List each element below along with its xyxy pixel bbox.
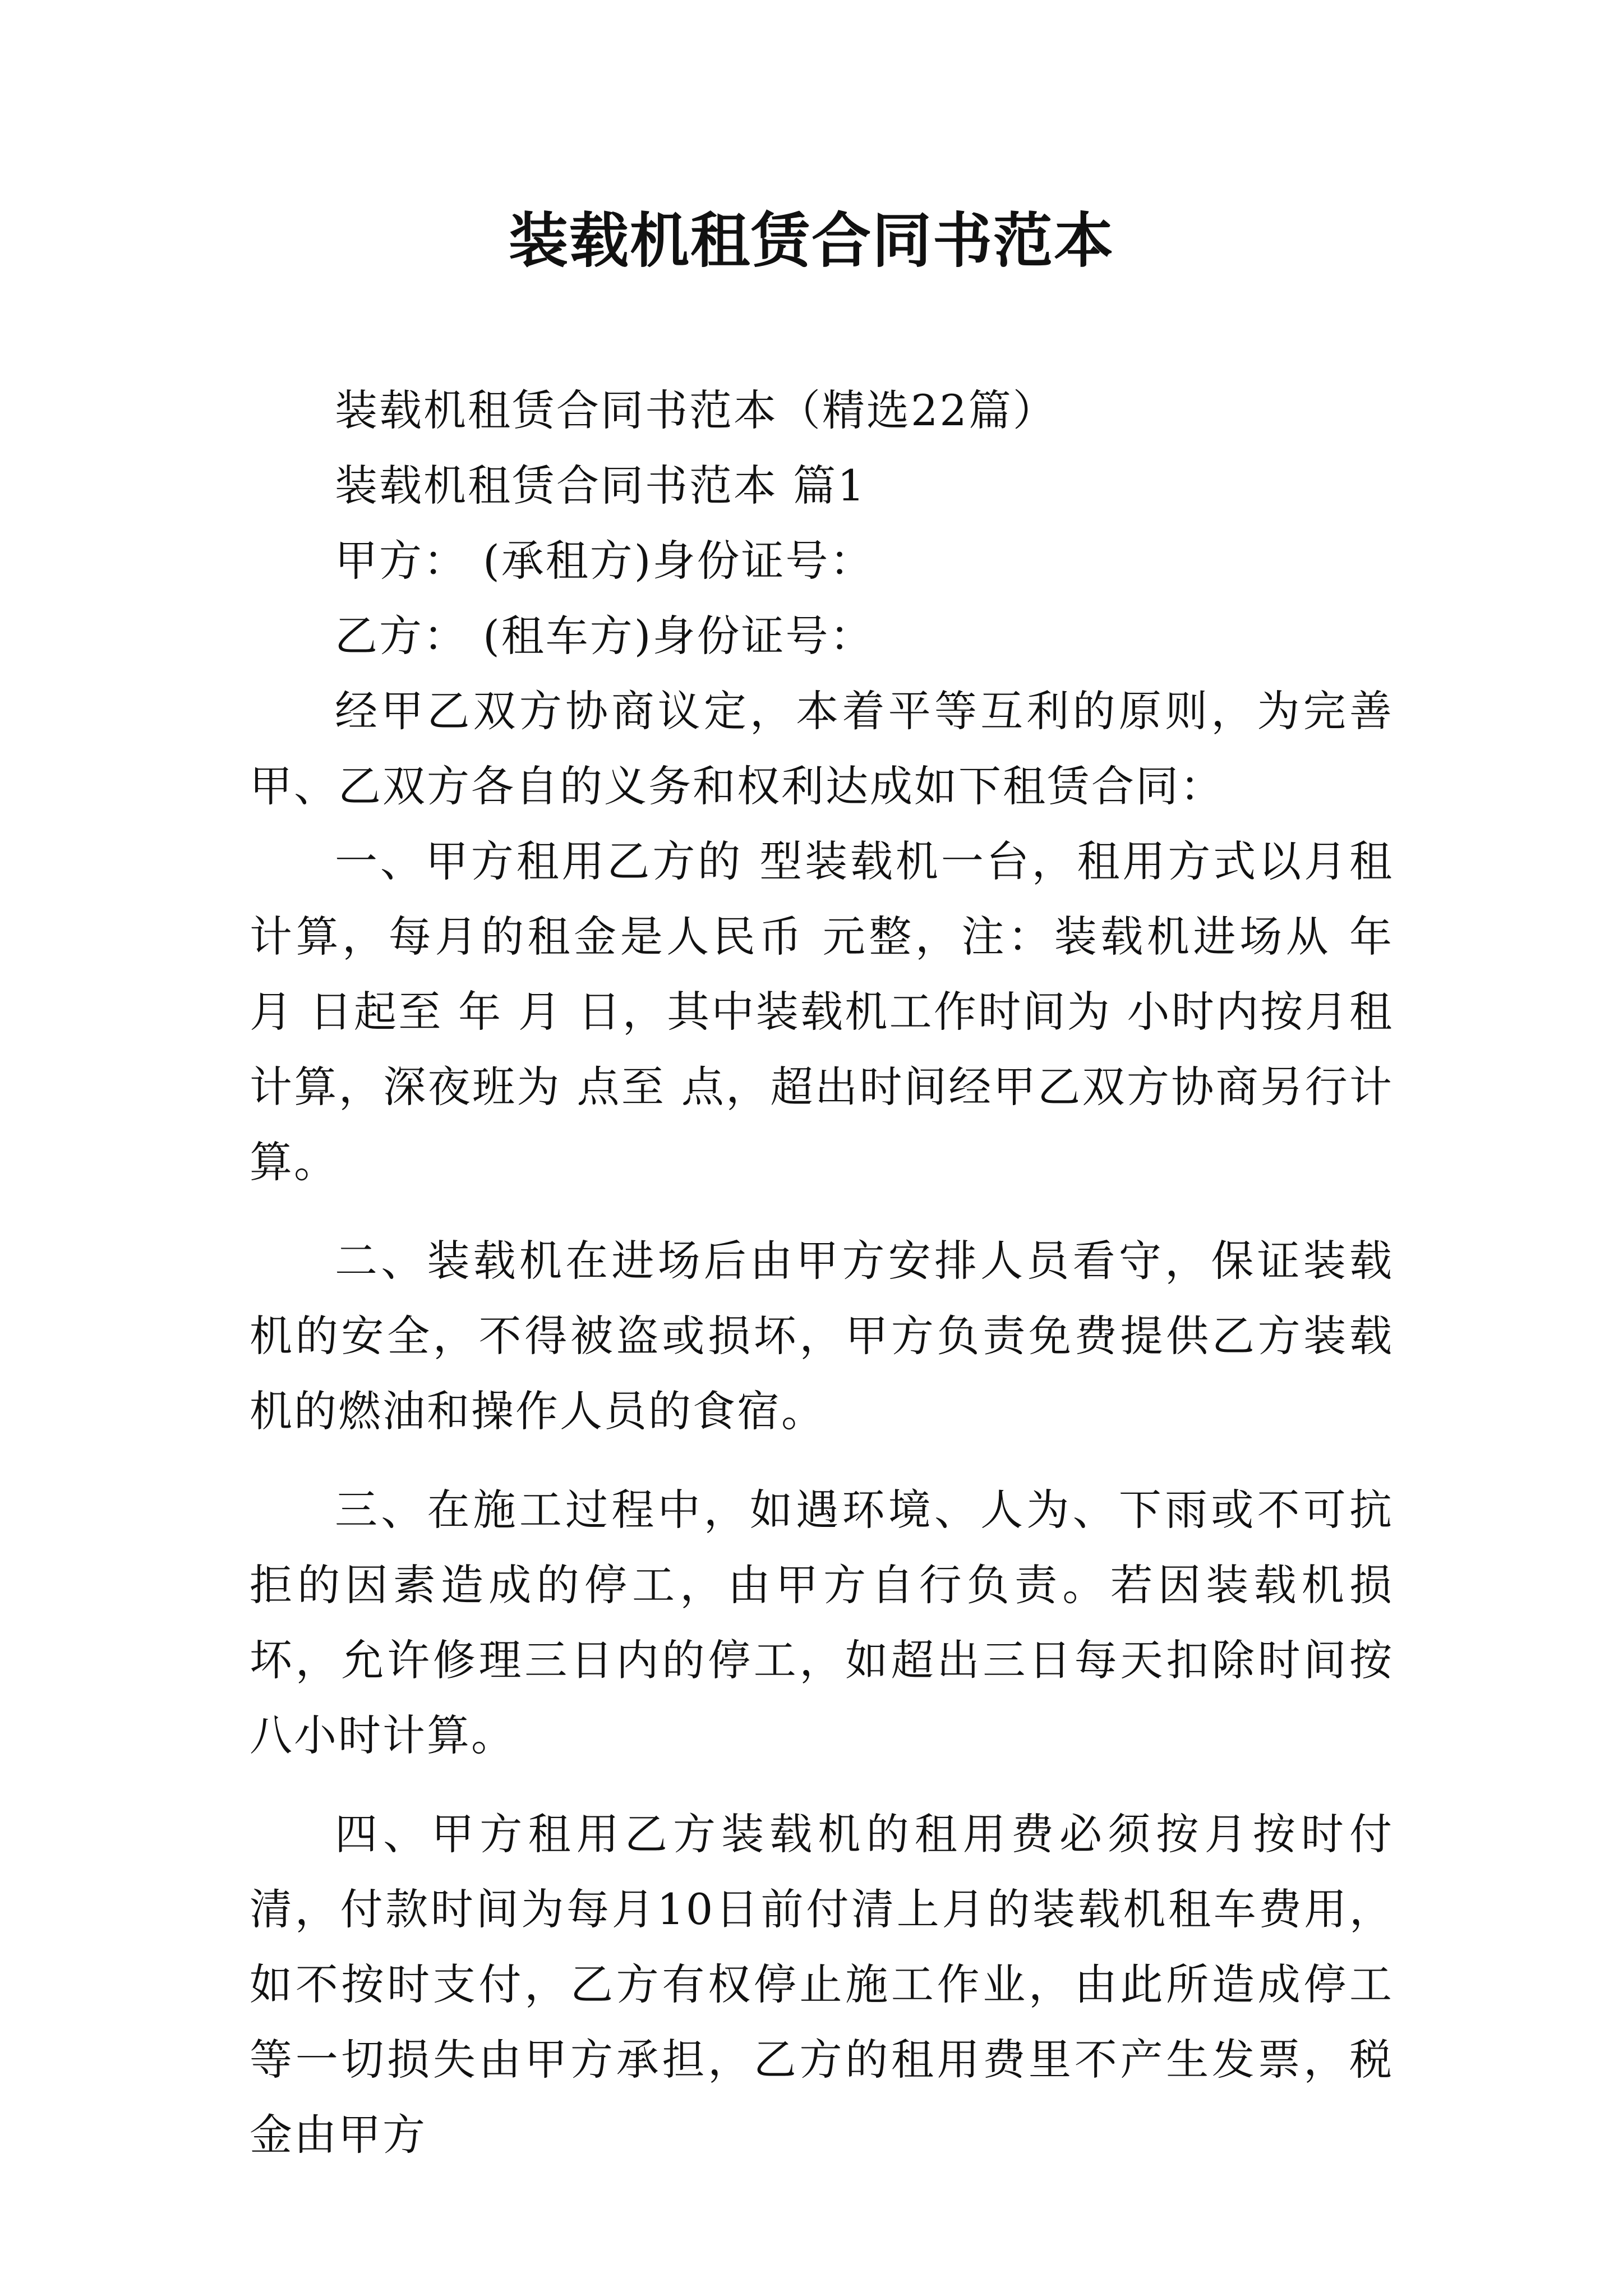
clause-1-paragraph: 一、甲方租用乙方的 型装载机一台，租用方式以月租计算，每月的租金是人民币 元整，注：装载机进场从 年 月 日起至 年 月 日，其中装载机工作时间为 小时内按月租计算，深夜班为 点至 点，超出时间经甲乙双方协商另行计算。 (250, 836, 1394, 1187)
clause-2-paragraph: 二、装载机在进场后由甲方安排人员看守，保证装载机的安全，不得被盗或损坏，甲方负责免费提供乙方装载机的燃油和操作人员的食宿。 (250, 1236, 1394, 1436)
section-heading: 装载机租赁合同书范本 篇1 (335, 461, 866, 510)
preamble-paragraph: 经甲乙双方协商议定，本着平等互利的原则，为完善甲、乙双方各自的义务和权利达成如下租赁合同： (250, 686, 1394, 811)
subtitle-line: 装载机租赁合同书范本（精选22篇） (335, 385, 1057, 435)
clause-4-paragraph: 四、甲方租用乙方装载机的租用费必须按月按时付清，付款时间为每月10日前付清上月的装载机租车费用，如不按时支付，乙方有权停止施工作业，由此所造成停工等一切损失由甲方承担，乙方的租用费里不产生发票，税金由甲方 (250, 1809, 1394, 2160)
clause-3-paragraph: 三、在施工过程中，如遇环境、人为、下雨或不可抗拒的因素造成的停工，由甲方自行负责。若因装载机损坏，允许修理三日内的停工，如超出三日每天扣除时间按八小时计算。 (250, 1485, 1394, 1760)
party-b-line: 乙方： (租车方)身份证号： (335, 611, 874, 661)
document-body (250, 373, 1394, 2173)
document-title: 装载机租赁合同书范本 (509, 206, 1114, 275)
party-a-line: 甲方： (承租方)身份证号： (335, 536, 874, 586)
